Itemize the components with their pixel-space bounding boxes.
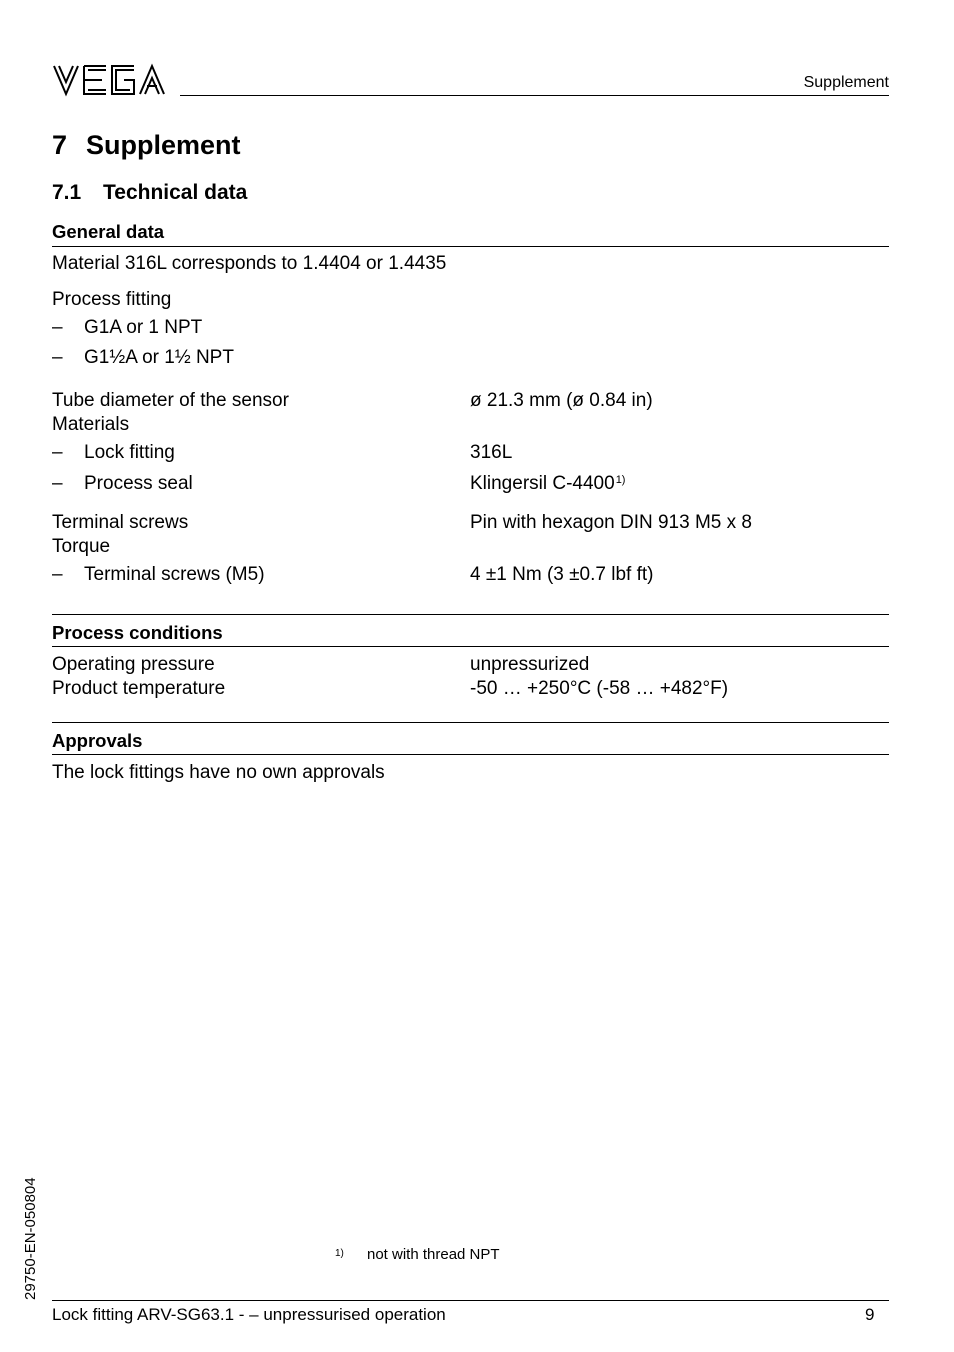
- page-number: 9: [865, 1305, 875, 1324]
- header-rule: [180, 95, 889, 96]
- dash: –: [52, 473, 63, 494]
- approvals-text: The lock fittings have no own approvals: [52, 762, 385, 783]
- general-data-heading: General data: [52, 221, 165, 242]
- list-item: – G1A or 1 NPT: [52, 317, 203, 338]
- footer-rule: [52, 1300, 889, 1301]
- process-conditions-top-rule: [52, 614, 889, 615]
- product-temperature-value: -50 … +250°C (-58 … +482°F): [470, 678, 729, 699]
- vega-logo-icon: [52, 62, 168, 98]
- process-seal-label: – Process seal: [52, 473, 193, 494]
- torque-item-value: 4 ±1 Nm (3 ±0.7 lbf ft): [470, 564, 654, 585]
- section-heading: [52, 181, 247, 205]
- list-item: – G1½A or 1½ NPT: [52, 347, 234, 368]
- chapter-heading: [52, 130, 241, 161]
- lock-fitting-label: – Lock fitting: [52, 442, 175, 463]
- footnote-mark: 1): [335, 1248, 344, 1259]
- header-section-label: Supplement: [803, 74, 889, 91]
- process-conditions-rule: [52, 646, 889, 647]
- section-number: 7.1: [52, 181, 82, 204]
- product-temperature-label: Product temperature: [52, 678, 226, 699]
- terminal-screws-label: Terminal screws: [52, 512, 189, 533]
- approvals-heading: Approvals: [52, 730, 143, 751]
- footnote-reference: 1): [615, 474, 626, 486]
- torque-item-label: – Terminal screws (M5): [52, 564, 265, 585]
- document-code: 29750-EN-050804: [22, 1177, 39, 1300]
- vega-logo: [52, 62, 168, 98]
- dash: –: [52, 317, 63, 338]
- dash: –: [52, 442, 63, 463]
- process-conditions-heading: Process conditions: [52, 622, 223, 643]
- dash: –: [52, 347, 63, 368]
- materials-label: Materials: [52, 414, 130, 435]
- approvals-top-rule: [52, 722, 889, 723]
- tube-diameter-value: ø 21.3 mm (ø 0.84 in): [470, 390, 653, 411]
- section-title: Technical data: [103, 181, 248, 204]
- dash: –: [52, 564, 63, 585]
- process-seal-value: Klingersil C-4400$^{1)}$: [470, 473, 626, 494]
- process-fitting-label: Process fitting: [52, 289, 172, 310]
- general-data-rule: [52, 246, 889, 247]
- material-note: Material 316L corresponds to 1.4404 or 1.4435: [52, 253, 447, 274]
- torque-label: Torque: [52, 536, 111, 557]
- approvals-rule: [52, 754, 889, 755]
- tube-diameter-label: Tube diameter of the sensor: [52, 390, 289, 411]
- footnote-text: not with thread NPT: [367, 1246, 500, 1263]
- footer-title: Lock fitting ARV-SG63.1 - – unpressurised operation: [52, 1305, 446, 1324]
- operating-pressure-label: Operating pressure: [52, 654, 215, 675]
- chapter-title: Supplement: [86, 130, 241, 160]
- operating-pressure-value: unpressurized: [470, 654, 590, 675]
- chapter-number: 7: [52, 130, 68, 160]
- lock-fitting-value: 316L: [470, 442, 513, 463]
- terminal-screws-value: Pin with hexagon DIN 913 M5 x 8: [470, 512, 752, 533]
